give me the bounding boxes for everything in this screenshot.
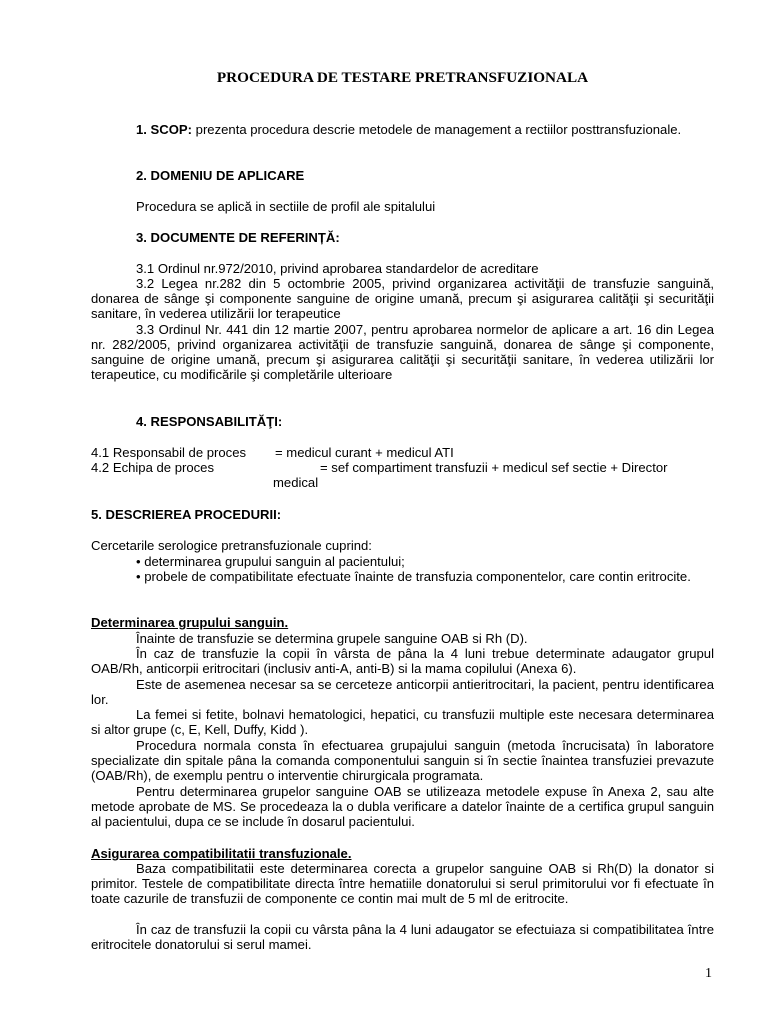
section-heading-responsabilitati: 4. RESPONSABILITĂŢI: bbox=[136, 414, 283, 429]
section-scop bbox=[91, 122, 714, 137]
responsabil-label: 4.1 Responsabil de proces bbox=[91, 445, 247, 460]
document-ref-item: 3.2 Legea nr.282 din 5 octombrie 2005, privind organizarea activităţii de transfuzie sanguină, donarea de sânge şi componente sanguine de origine umană, precum şi asigurarea calităţii şi securităţii sanitare, în vederea utilizării lor terapeutice bbox=[91, 276, 714, 321]
page-number: 1 bbox=[705, 966, 712, 981]
list-item: • probele de compatibilitate efectuate înainte de transfuzia componentelor, care contin eritrocite. bbox=[136, 569, 691, 584]
responsabil-value: = medicul curant + medicul ATI bbox=[275, 445, 454, 460]
grup-paragraph: Înainte de transfuzie se determina grupele sanguine OAB si Rh (D). bbox=[136, 631, 528, 646]
grup-paragraph: În caz de transfuzie la copii în vârsta de pâna la 4 luni trebue determinate adaugator grupul OAB/Rh, anticorpii eritrocitari (inclusiv anti-A, anti-B) si la mama copilului (Anexa 6). bbox=[91, 646, 714, 676]
scop-label: 1. SCOP: bbox=[136, 122, 193, 137]
grup-paragraph: Pentru determinarea grupelor sanguine OAB se utilizeaza metodele expuse în Anexa 2, sau alte metode aprobate de MS. Se procedeaza la o dubla verificare a datelor înainte de a certifica grupul sanguin al pacientului, dupa ce se include în dosarul pacientului. bbox=[91, 784, 714, 829]
document-ref-item: 3.3 Ordinul Nr. 441 din 12 martie 2007, pentru aprobarea normelor de aplicare a art. 16 din Legea nr. 282/2005, privind organizarea activităţii de transfuzie sanguină, donarea de sânge şi componente, sanguine de origine umană, precum şi asigurarea calităţii şi securităţii sanitare, în vederea utilizării lor terapeutice, cu modificările şi completările ulterioare bbox=[91, 322, 714, 382]
document-ref-item: 3.1 Ordinul nr.972/2010, privind aprobarea standardelor de acreditare bbox=[136, 261, 539, 276]
grup-paragraph: Procedura normala consta în efectuarea grupajului sanguin (metoda încrucisata) în laboratore specializate din spitale pâna la comanda componentului sanguin si în sectie înaintea transfuziei prevazute (OAB/Rh), de exemplu pentru o interventie chirurgicala programata. bbox=[91, 738, 714, 783]
echipa-value: = sef compartiment transfuzii + medicul sef sectie + Director bbox=[320, 460, 668, 475]
section-heading-descriere: 5. DESCRIEREA PROCEDURII: bbox=[91, 507, 282, 522]
echipa-value-cont: medical bbox=[273, 475, 319, 490]
section-heading-documente: 3. DOCUMENTE DE REFERINȚĂ: bbox=[136, 230, 340, 245]
scop-text: prezenta procedura descrie metodele de management a rectiilor posttransfuzionale. bbox=[192, 122, 682, 137]
compat-paragraph: În caz de transfuzii la copii cu vârsta pâna la 4 luni adaugator se efectuiaza si compatibilitatea între eritrocitele donatorului si serul mamei. bbox=[91, 922, 714, 952]
echipa-label: 4.2 Echipa de proces bbox=[91, 460, 215, 475]
descriere-intro: Cercetarile serologice pretransfuzionale cuprind: bbox=[91, 538, 372, 553]
page-title: PROCEDURA DE TESTARE PRETRANSFUZIONALA bbox=[216, 69, 589, 86]
grup-paragraph: Este de asemenea necesar sa se cerceteze anticorpii antieritrocitari, la pacient, pentru identificarea lor. bbox=[91, 677, 714, 707]
subheading-compat: Asigurarea compatibilitatii transfuzionale. bbox=[91, 846, 352, 861]
domeniu-text: Procedura se aplică in sectiile de profil ale spitalului bbox=[136, 199, 436, 214]
subheading-grup: Determinarea grupului sanguin. bbox=[91, 615, 289, 630]
compat-paragraph: Baza compatibilitatii este determinarea corecta a grupelor sanguine OAB si Rh(D) la donator si primitor. Testele de compatibilitate directa între hematiile donatorului si serul primitorului vor fi efectuate în toate cazurile de transfuzii de componente ce contin mai mult de 5 ml de eritrocite. bbox=[91, 861, 714, 906]
grup-paragraph: La femei si fetite, bolnavi hematologici, hepatici, cu transfuzii multiple este necesara determinarea si altor grupe (c, E, Kell, Duffy, Kidd ). bbox=[91, 707, 714, 737]
list-item: • determinarea grupului sanguin al pacientului; bbox=[136, 554, 405, 569]
section-heading-domeniu: 2. DOMENIU DE APLICARE bbox=[136, 168, 305, 183]
